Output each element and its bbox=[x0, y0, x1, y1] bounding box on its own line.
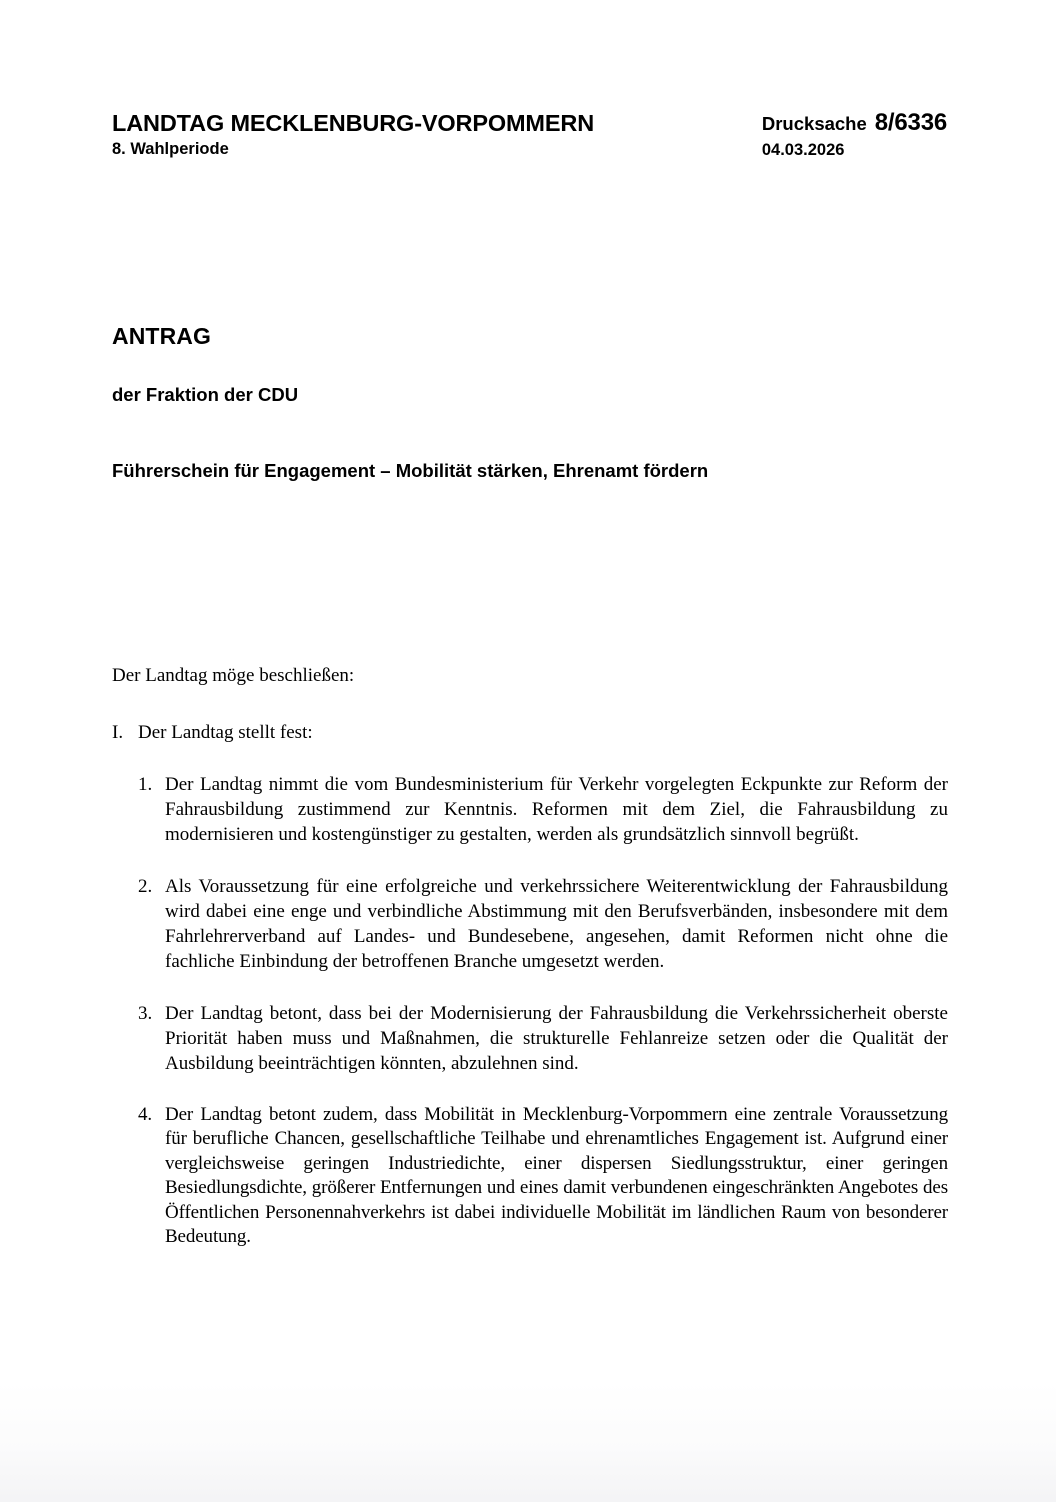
list-item bbox=[112, 772, 948, 847]
list-item bbox=[112, 1103, 948, 1249]
document-date: 04.03.2026 bbox=[761, 141, 845, 159]
list-item-marker: 2. bbox=[138, 876, 153, 897]
list-item-marker: 3. bbox=[138, 1003, 153, 1024]
document-number-value: 8/6336 bbox=[874, 109, 947, 136]
list-item bbox=[112, 874, 948, 974]
document-number-line bbox=[762, 110, 947, 137]
legislative-period: 8. Wahlperiode bbox=[112, 140, 229, 158]
list-item-text: Der Landtag betont, dass bei der Modernisierung der Fahrausbildung die Verkehrssicherheit oberste Priorität haben muss und Maßnahmen, die strukturelle Fehlanreize setzen oder die Qualität der Ausbildung beeinträchtigen könnten, abzulehnen sind. bbox=[165, 1003, 948, 1074]
list-item bbox=[112, 1001, 948, 1076]
document-number-label: Drucksache bbox=[761, 113, 867, 134]
list-item-marker: 1. bbox=[138, 774, 153, 795]
section-heading-i bbox=[112, 720, 948, 745]
page-edge-shading bbox=[0, 1382, 1056, 1502]
motion-subject-title: Führerschein für Engagement – Mobilität stärken, Ehrenamt fördern bbox=[112, 460, 709, 482]
list-item-text: Der Landtag nimmt die vom Bundesministerium für Verkehr vorgelegten Eckpunkte zur Reform der Fahrausbildung zustimmend zur Kenntnis. Reformen mit dem Ziel, die Fahrausbildung zu modernisieren und kostengünstiger zu gestalten, werden als grundsätzlich sinnvoll begrüßt. bbox=[165, 774, 948, 845]
section-heading-text: Der Landtag stellt fest: bbox=[138, 722, 313, 743]
document-header bbox=[112, 110, 948, 161]
list-item-text: Als Voraussetzung für eine erfolgreiche und verkehrssichere Weiterentwicklung der Fahrausbildung wird dabei eine enge und verbindliche Abstimmung mit den Berufsverbänden, insbesondere mit dem Fahrlehrerverband auf Landes- und Bundesebene, angesehen, damit Reformen nicht ohne die fachliche Einbindung der betroffenen Branche umgesetzt werden. bbox=[165, 876, 948, 972]
findings-list bbox=[112, 772, 948, 1249]
resolution-intro: Der Landtag möge beschließen: bbox=[112, 665, 355, 686]
header-left-group bbox=[112, 110, 594, 160]
document-body bbox=[112, 644, 948, 1249]
list-item-text: Der Landtag betont zudem, dass Mobilität in Mecklenburg-Vorpommern eine zentrale Voraussetzung für berufliche Chancen, gesellschaftliche Teilhabe und ehrenamtliches Engagement ist. Aufgrund einer vergleichsweise geringen Industriedichte, einer dispersen Siedlungsstruktur, einer geringen Besiedlungsdichte, größerer Entfernungen und eines damit verbundenen eingeschränkten Angebotes des Öffentlichen Personennahverkehrs ist dabei individuelle Mobilität im ländlichen Raum von besonderer Bedeutung. bbox=[165, 1104, 948, 1248]
list-item-marker: 4. bbox=[138, 1104, 153, 1125]
document-type-heading: ANTRAG bbox=[112, 323, 211, 350]
submitting-faction: der Fraktion der CDU bbox=[112, 384, 299, 406]
header-right-group bbox=[762, 110, 947, 161]
parliament-name: LANDTAG MECKLENBURG-VORPOMMERN bbox=[112, 110, 595, 136]
section-numeral: I. bbox=[112, 722, 124, 743]
title-block bbox=[112, 307, 948, 499]
